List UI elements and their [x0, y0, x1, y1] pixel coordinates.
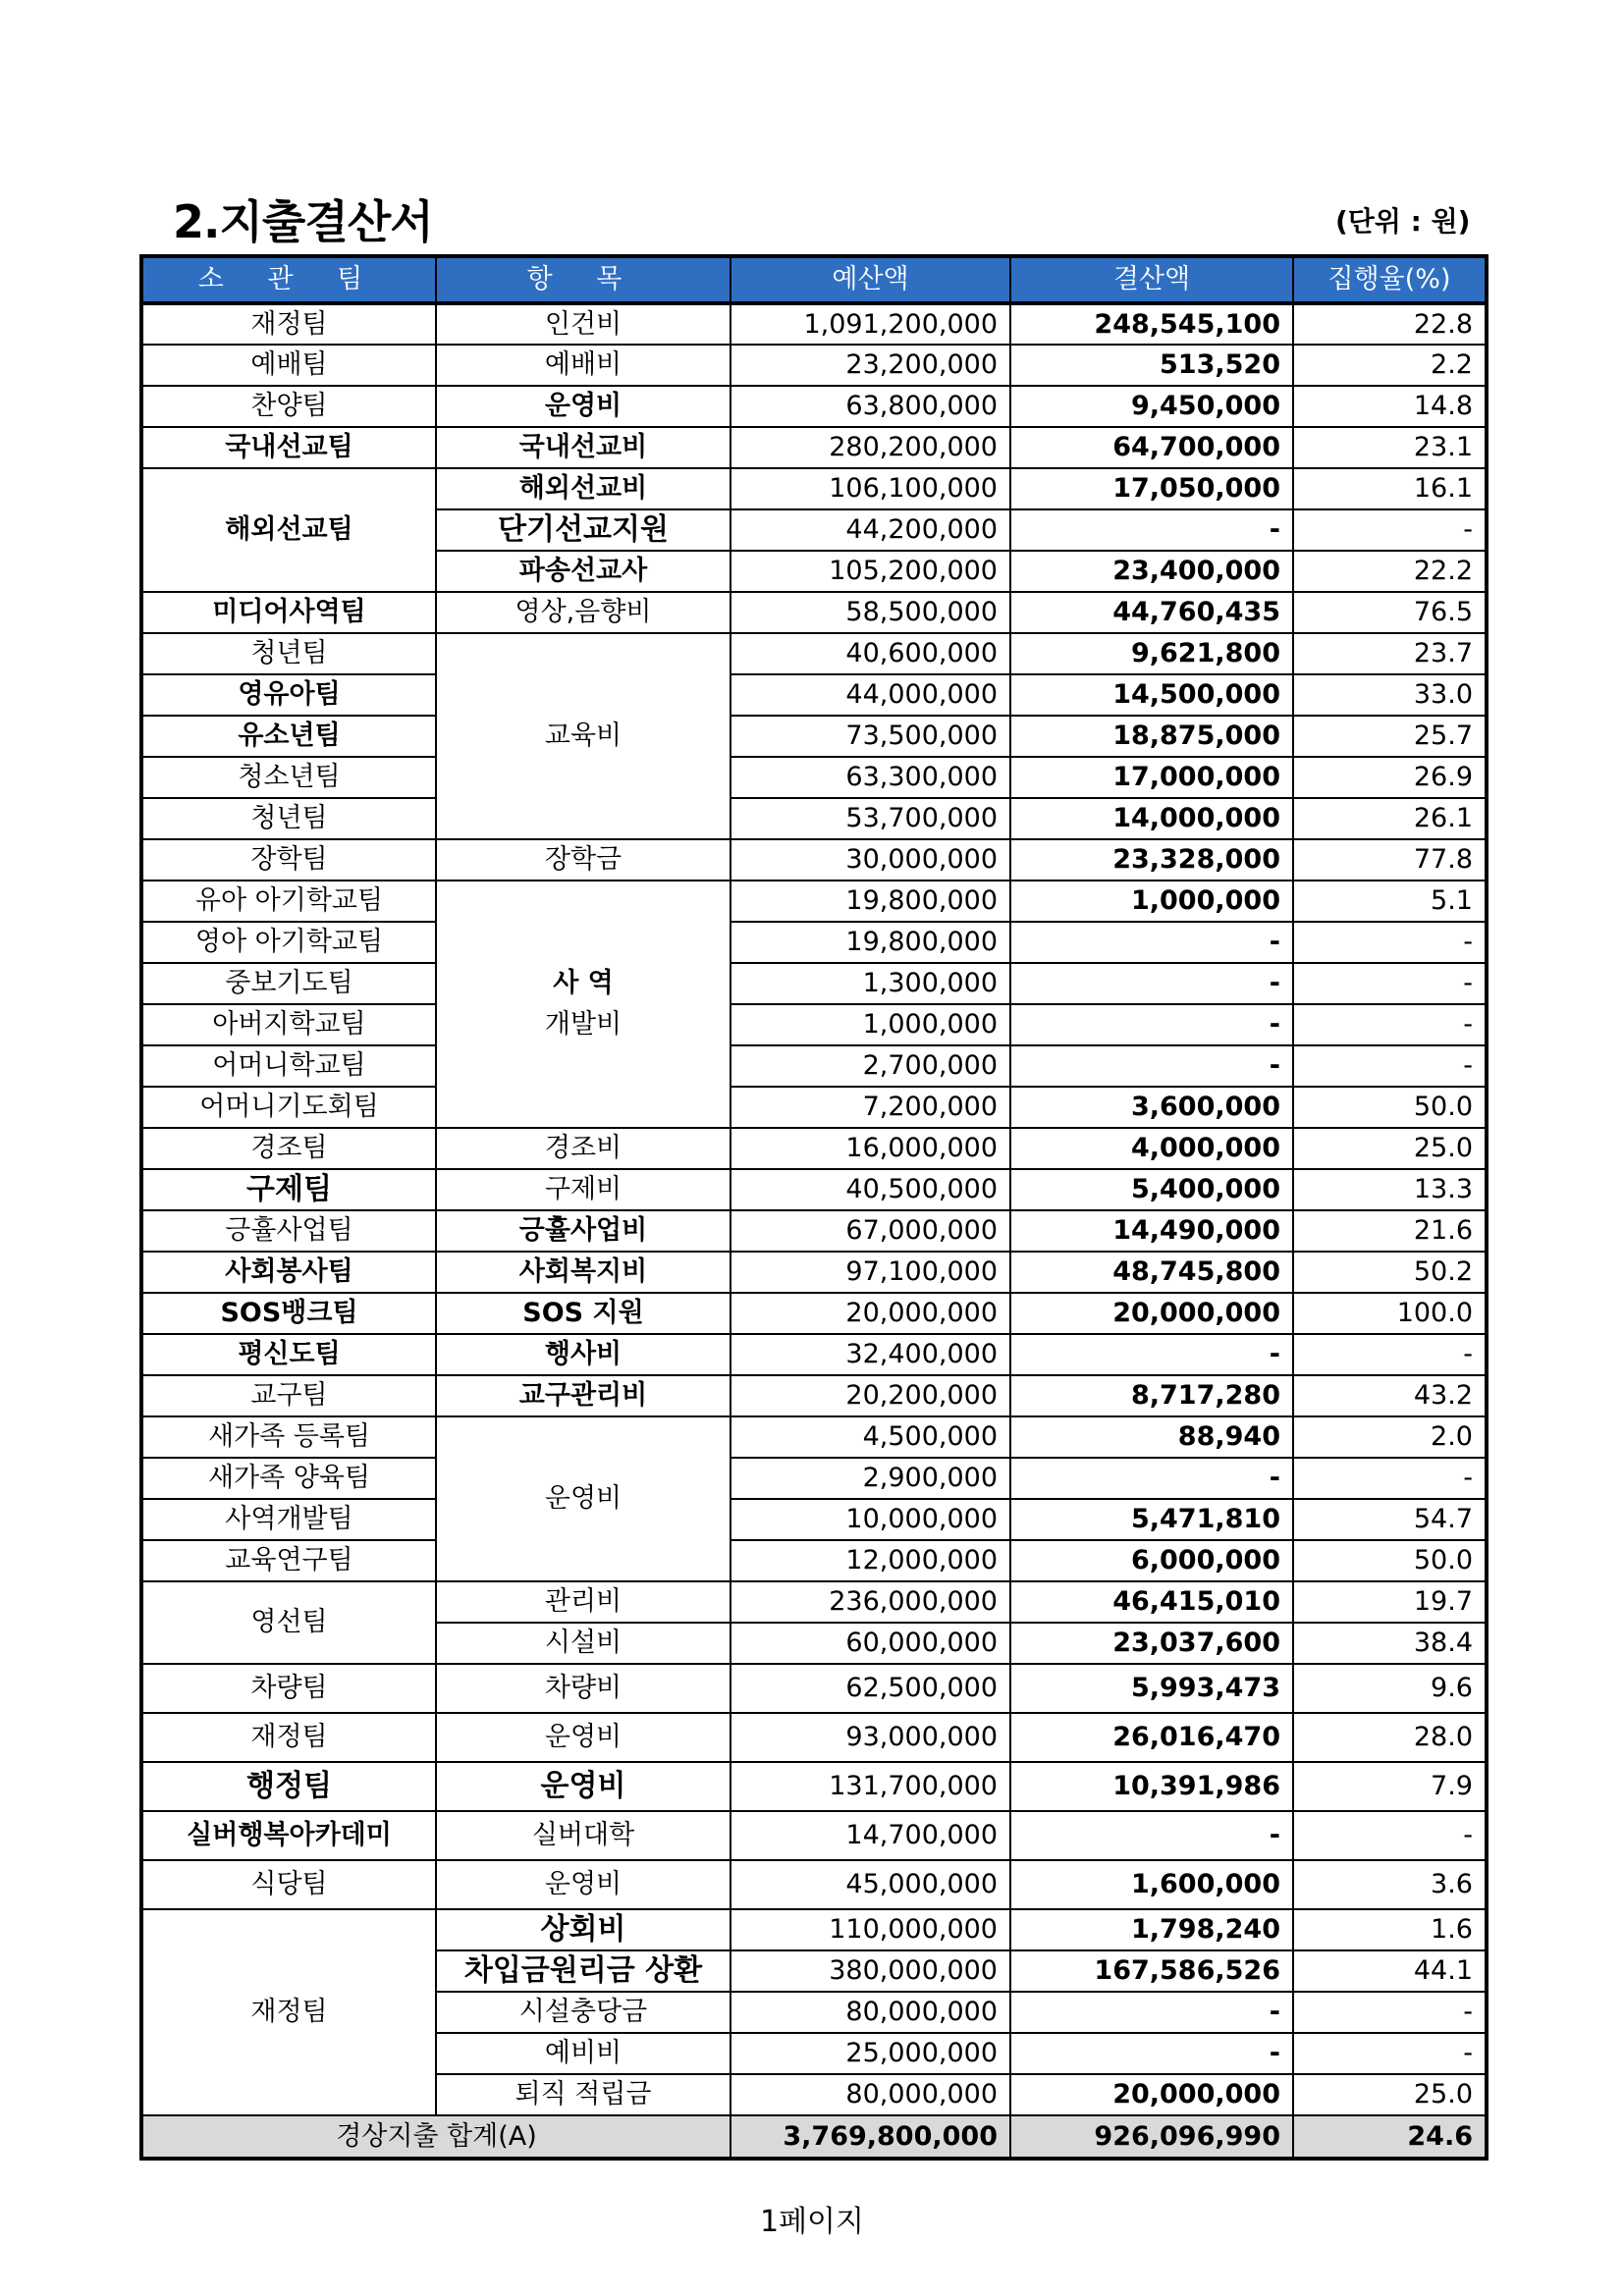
- rate-cell: -: [1293, 963, 1487, 1004]
- rate-cell: 13.3: [1293, 1169, 1487, 1210]
- budget-cell: 25,000,000: [731, 2033, 1010, 2074]
- team-cell: 영유아팀: [141, 674, 436, 716]
- rate-cell: 54.7: [1293, 1499, 1487, 1540]
- rate-cell: 26.1: [1293, 798, 1487, 839]
- budget-cell: 4,500,000: [731, 1416, 1010, 1458]
- total-row: [141, 2115, 1487, 2159]
- team-cell: 영아 아기학교팀: [141, 922, 436, 963]
- table-row: [141, 1540, 1487, 1581]
- team-cell: 중보기도팀: [141, 963, 436, 1004]
- settled-cell: 5,993,473: [1010, 1664, 1293, 1713]
- item-cell: 경조비: [436, 1128, 731, 1169]
- item-cell: 파송선교사: [436, 551, 731, 592]
- item-cell: 긍휼사업비: [436, 1210, 731, 1252]
- item-cell: 상회비: [436, 1909, 731, 1950]
- team-cell: 사역개발팀: [141, 1499, 436, 1540]
- rate-cell: -: [1293, 1992, 1487, 2033]
- table-row: [141, 1499, 1487, 1540]
- rate-cell: 2.2: [1293, 345, 1487, 386]
- team-cell: 재정팀: [141, 1713, 436, 1762]
- budget-cell: 58,500,000: [731, 592, 1010, 633]
- settled-cell: -: [1010, 922, 1293, 963]
- team-cell: 청년팀: [141, 633, 436, 674]
- rate-cell: 100.0: [1293, 1293, 1487, 1334]
- settled-cell: 8,717,280: [1010, 1375, 1293, 1416]
- budget-cell: 45,000,000: [731, 1860, 1010, 1909]
- header-budget: 예산액: [731, 256, 1010, 303]
- page-title: 2.지출결산서: [173, 195, 433, 248]
- table-row: [141, 345, 1487, 386]
- settled-cell: 6,000,000: [1010, 1540, 1293, 1581]
- settled-cell: 1,600,000: [1010, 1860, 1293, 1909]
- header-item: 항 목: [436, 256, 731, 303]
- settled-cell: 10,391,986: [1010, 1762, 1293, 1811]
- team-cell: 유소년팀: [141, 716, 436, 757]
- table-row: [141, 1128, 1487, 1169]
- budget-cell: 10,000,000: [731, 1499, 1010, 1540]
- team-cell: 평신도팀: [141, 1334, 436, 1375]
- settled-cell: -: [1010, 1004, 1293, 1045]
- settled-cell: 44,760,435: [1010, 592, 1293, 633]
- table-row: [141, 963, 1487, 1004]
- item-cell: 예비비: [436, 2033, 731, 2074]
- team-cell: 어머니학교팀: [141, 1045, 436, 1087]
- item-cell: 운영비: [436, 1416, 731, 1581]
- budget-cell: 131,700,000: [731, 1762, 1010, 1811]
- settled-cell: 5,400,000: [1010, 1169, 1293, 1210]
- rate-cell: -: [1293, 509, 1487, 551]
- team-cell: SOS뱅크팀: [141, 1293, 436, 1334]
- settled-cell: -: [1010, 963, 1293, 1004]
- rate-cell: 38.4: [1293, 1623, 1487, 1664]
- table-row: [141, 1909, 1487, 1950]
- budget-cell: 60,000,000: [731, 1623, 1010, 1664]
- team-cell: 청소년팀: [141, 757, 436, 798]
- team-cell: 경조팀: [141, 1128, 436, 1169]
- item-cell: 운영비: [436, 1860, 731, 1909]
- budget-cell: 44,000,000: [731, 674, 1010, 716]
- table-row: [141, 1087, 1487, 1128]
- settled-cell: -: [1010, 2033, 1293, 2074]
- rate-cell: 25.0: [1293, 1128, 1487, 1169]
- item-line-1: 사 역: [553, 968, 614, 998]
- budget-cell: 80,000,000: [731, 2074, 1010, 2115]
- settled-cell: 4,000,000: [1010, 1128, 1293, 1169]
- settled-cell: -: [1010, 509, 1293, 551]
- header-settled: 결산액: [1010, 256, 1293, 303]
- item-cell: 운영비: [436, 1762, 731, 1811]
- item-cell: 시설충당금: [436, 1992, 731, 2033]
- table-row: [141, 881, 1487, 922]
- unit-label: (단위 : 원): [1335, 205, 1471, 238]
- rate-cell: 26.9: [1293, 757, 1487, 798]
- budget-cell: 105,200,000: [731, 551, 1010, 592]
- rate-cell: 25.0: [1293, 2074, 1487, 2115]
- table-row: [141, 427, 1487, 468]
- budget-cell: 32,400,000: [731, 1334, 1010, 1375]
- settled-cell: 26,016,470: [1010, 1713, 1293, 1762]
- table-row: [141, 1252, 1487, 1293]
- table-row: [141, 1004, 1487, 1045]
- settled-cell: 46,415,010: [1010, 1581, 1293, 1623]
- budget-cell: 19,800,000: [731, 881, 1010, 922]
- table-row: [141, 922, 1487, 963]
- settled-cell: 9,450,000: [1010, 386, 1293, 427]
- table-row: [141, 1416, 1487, 1458]
- budget-cell: 7,200,000: [731, 1087, 1010, 1128]
- budget-cell: 93,000,000: [731, 1713, 1010, 1762]
- item-line-2: 개발비: [544, 1009, 623, 1040]
- table-row: [141, 1811, 1487, 1860]
- team-cell: 영선팀: [141, 1581, 436, 1664]
- table-row: [141, 386, 1487, 427]
- budget-cell: 110,000,000: [731, 1909, 1010, 1950]
- table-row: [141, 1045, 1487, 1087]
- item-cell: 차입금원리금 상환: [436, 1950, 731, 1992]
- budget-cell: 236,000,000: [731, 1581, 1010, 1623]
- rate-cell: 7.9: [1293, 1762, 1487, 1811]
- table-row: [141, 1334, 1487, 1375]
- table-row: [141, 674, 1487, 716]
- table-row: [141, 1169, 1487, 1210]
- team-cell: 행정팀: [141, 1762, 436, 1811]
- table-row: [141, 1860, 1487, 1909]
- item-cell: 단기선교지원: [436, 509, 731, 551]
- rate-cell: 28.0: [1293, 1713, 1487, 1762]
- budget-cell: 40,600,000: [731, 633, 1010, 674]
- settled-cell: 9,621,800: [1010, 633, 1293, 674]
- rate-cell: -: [1293, 1458, 1487, 1499]
- item-cell: 장학금: [436, 839, 731, 881]
- rate-cell: -: [1293, 1811, 1487, 1860]
- budget-cell: 19,800,000: [731, 922, 1010, 963]
- team-cell: 차량팀: [141, 1664, 436, 1713]
- item-cell: 행사비: [436, 1334, 731, 1375]
- rate-cell: -: [1293, 1334, 1487, 1375]
- item-cell: 교육비: [436, 633, 731, 839]
- budget-cell: 12,000,000: [731, 1540, 1010, 1581]
- rate-cell: 2.0: [1293, 1416, 1487, 1458]
- settled-cell: 64,700,000: [1010, 427, 1293, 468]
- rate-cell: 3.6: [1293, 1860, 1487, 1909]
- budget-cell: 62,500,000: [731, 1664, 1010, 1713]
- rate-cell: -: [1293, 1045, 1487, 1087]
- settled-cell: 20,000,000: [1010, 1293, 1293, 1334]
- rate-cell: 23.1: [1293, 427, 1487, 468]
- table-row: [141, 839, 1487, 881]
- rate-cell: 21.6: [1293, 1210, 1487, 1252]
- rate-cell: 1.6: [1293, 1909, 1487, 1950]
- team-cell: 새가족 등록팀: [141, 1416, 436, 1458]
- rate-cell: 5.1: [1293, 881, 1487, 922]
- item-cell: 인건비: [436, 303, 731, 345]
- rate-cell: -: [1293, 922, 1487, 963]
- team-cell: 국내선교팀: [141, 427, 436, 468]
- settled-cell: 167,586,526: [1010, 1950, 1293, 1992]
- rate-cell: 25.7: [1293, 716, 1487, 757]
- table-row: [141, 1293, 1487, 1334]
- settled-cell: 5,471,810: [1010, 1499, 1293, 1540]
- team-cell: 찬양팀: [141, 386, 436, 427]
- rate-cell: 33.0: [1293, 674, 1487, 716]
- table-row: [141, 798, 1487, 839]
- team-cell: 교구팀: [141, 1375, 436, 1416]
- rate-cell: 14.8: [1293, 386, 1487, 427]
- item-cell: 운영비: [436, 1713, 731, 1762]
- settled-cell: -: [1010, 1992, 1293, 2033]
- header-team: 소 관 팀: [141, 256, 436, 303]
- item-cell: 실버대학: [436, 1811, 731, 1860]
- team-cell: 사회봉사팀: [141, 1252, 436, 1293]
- team-cell: 새가족 양육팀: [141, 1458, 436, 1499]
- budget-cell: 14,700,000: [731, 1811, 1010, 1860]
- budget-cell: 30,000,000: [731, 839, 1010, 881]
- team-cell: 어머니기도회팀: [141, 1087, 436, 1128]
- item-cell: 사회복지비: [436, 1252, 731, 1293]
- rate-cell: 22.2: [1293, 551, 1487, 592]
- item-cell: 퇴직 적립금: [436, 2074, 731, 2115]
- rate-cell: 50.0: [1293, 1540, 1487, 1581]
- settled-cell: 14,500,000: [1010, 674, 1293, 716]
- settled-cell: 48,745,800: [1010, 1252, 1293, 1293]
- settled-cell: 18,875,000: [1010, 716, 1293, 757]
- settled-cell: -: [1010, 1334, 1293, 1375]
- rate-cell: 19.7: [1293, 1581, 1487, 1623]
- header-row: [141, 256, 1487, 303]
- budget-cell: 40,500,000: [731, 1169, 1010, 1210]
- table-row: [141, 757, 1487, 798]
- team-cell: 유아 아기학교팀: [141, 881, 436, 922]
- team-cell: 예배팀: [141, 345, 436, 386]
- table-row: [141, 633, 1487, 674]
- table-row: [141, 1762, 1487, 1811]
- item-cell: 시설비: [436, 1623, 731, 1664]
- rate-cell: 22.8: [1293, 303, 1487, 345]
- table-row: [141, 1210, 1487, 1252]
- budget-cell: 97,100,000: [731, 1252, 1010, 1293]
- rate-cell: 44.1: [1293, 1950, 1487, 1992]
- item-cell: SOS 지원: [436, 1293, 731, 1334]
- team-cell: 미디어사역팀: [141, 592, 436, 633]
- rate-cell: -: [1293, 1004, 1487, 1045]
- settled-cell: 23,037,600: [1010, 1623, 1293, 1664]
- table-row: [141, 1664, 1487, 1713]
- settled-cell: 1,798,240: [1010, 1909, 1293, 1950]
- settled-cell: 3,600,000: [1010, 1087, 1293, 1128]
- item-cell: [436, 881, 731, 1128]
- budget-cell: 63,300,000: [731, 757, 1010, 798]
- item-cell: 구제비: [436, 1169, 731, 1210]
- budget-cell: 20,200,000: [731, 1375, 1010, 1416]
- settled-cell: 14,490,000: [1010, 1210, 1293, 1252]
- budget-cell: 73,500,000: [731, 716, 1010, 757]
- settled-cell: 23,400,000: [1010, 551, 1293, 592]
- rate-cell: 23.7: [1293, 633, 1487, 674]
- team-cell: 재정팀: [141, 1909, 436, 2115]
- rate-cell: 77.8: [1293, 839, 1487, 881]
- rate-cell: 9.6: [1293, 1664, 1487, 1713]
- item-cell: 차량비: [436, 1664, 731, 1713]
- table-row: [141, 716, 1487, 757]
- settled-cell: 88,940: [1010, 1416, 1293, 1458]
- settled-cell: 17,000,000: [1010, 757, 1293, 798]
- page-number: 1페이지: [759, 2205, 865, 2239]
- total-label: 경상지출 합계(A): [141, 2115, 731, 2159]
- rate-cell: 76.5: [1293, 592, 1487, 633]
- budget-cell: 16,000,000: [731, 1128, 1010, 1169]
- item-cell: 영상,음향비: [436, 592, 731, 633]
- settled-cell: -: [1010, 1045, 1293, 1087]
- team-cell: 실버행복아카데미: [141, 1811, 436, 1860]
- settled-cell: -: [1010, 1458, 1293, 1499]
- team-cell: 아버지학교팀: [141, 1004, 436, 1045]
- table-row: [141, 468, 1487, 509]
- team-cell: 재정팀: [141, 303, 436, 345]
- rate-cell: -: [1293, 2033, 1487, 2074]
- team-cell: 교육연구팀: [141, 1540, 436, 1581]
- budget-cell: 280,200,000: [731, 427, 1010, 468]
- table-row: [141, 1581, 1487, 1623]
- team-cell: 장학팀: [141, 839, 436, 881]
- table-row: [141, 592, 1487, 633]
- budget-cell: 2,700,000: [731, 1045, 1010, 1087]
- team-cell: 식당팀: [141, 1860, 436, 1909]
- budget-cell: 380,000,000: [731, 1950, 1010, 1992]
- table-row: [141, 303, 1487, 345]
- settled-cell: 20,000,000: [1010, 2074, 1293, 2115]
- total-settled: 926,096,990: [1010, 2115, 1293, 2159]
- settled-cell: 513,520: [1010, 345, 1293, 386]
- settled-cell: 23,328,000: [1010, 839, 1293, 881]
- budget-cell: 80,000,000: [731, 1992, 1010, 2033]
- budget-cell: 2,900,000: [731, 1458, 1010, 1499]
- settled-cell: 14,000,000: [1010, 798, 1293, 839]
- item-cell: 국내선교비: [436, 427, 731, 468]
- budget-cell: 1,000,000: [731, 1004, 1010, 1045]
- budget-cell: 44,200,000: [731, 509, 1010, 551]
- table-row: [141, 1458, 1487, 1499]
- header-rate: 집행율(%): [1293, 256, 1487, 303]
- team-cell: 해외선교팀: [141, 468, 436, 592]
- total-budget: 3,769,800,000: [731, 2115, 1010, 2159]
- settled-cell: 1,000,000: [1010, 881, 1293, 922]
- budget-cell: 67,000,000: [731, 1210, 1010, 1252]
- expenditure-table: [139, 254, 1489, 2161]
- rate-cell: 50.0: [1293, 1087, 1487, 1128]
- item-cell: 예배비: [436, 345, 731, 386]
- budget-cell: 20,000,000: [731, 1293, 1010, 1334]
- budget-cell: 1,300,000: [731, 963, 1010, 1004]
- item-cell: 해외선교비: [436, 468, 731, 509]
- budget-cell: 23,200,000: [731, 345, 1010, 386]
- rate-cell: 43.2: [1293, 1375, 1487, 1416]
- item-cell: 교구관리비: [436, 1375, 731, 1416]
- budget-cell: 63,800,000: [731, 386, 1010, 427]
- rate-cell: 16.1: [1293, 468, 1487, 509]
- item-cell: 관리비: [436, 1581, 731, 1623]
- team-cell: 구제팀: [141, 1169, 436, 1210]
- team-cell: 청년팀: [141, 798, 436, 839]
- budget-cell: 1,091,200,000: [731, 303, 1010, 345]
- settled-cell: 248,545,100: [1010, 303, 1293, 345]
- item-cell: 운영비: [436, 386, 731, 427]
- table-row: [141, 1375, 1487, 1416]
- team-cell: 긍휼사업팀: [141, 1210, 436, 1252]
- total-rate: 24.6: [1293, 2115, 1487, 2159]
- budget-cell: 53,700,000: [731, 798, 1010, 839]
- budget-cell: 106,100,000: [731, 468, 1010, 509]
- settled-cell: -: [1010, 1811, 1293, 1860]
- settled-cell: 17,050,000: [1010, 468, 1293, 509]
- table-row: [141, 1713, 1487, 1762]
- rate-cell: 50.2: [1293, 1252, 1487, 1293]
